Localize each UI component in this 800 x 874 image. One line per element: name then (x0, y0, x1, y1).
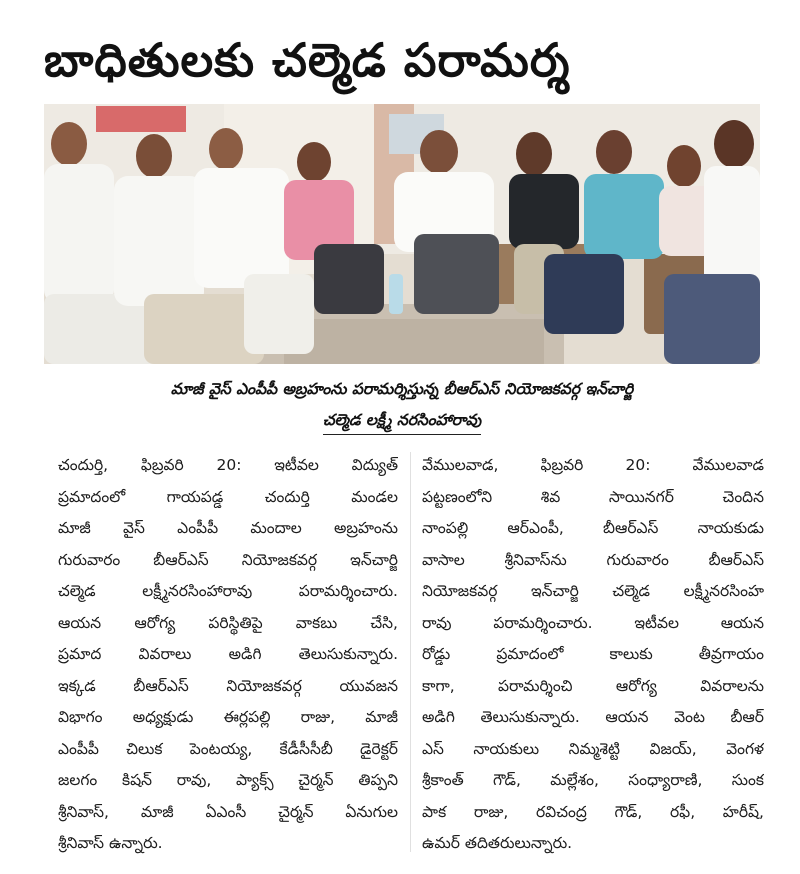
article-right-column (422, 450, 764, 860)
article-line: ప్రమాదంలో గాయపడ్డ చందుర్తి మండల (58, 487, 398, 506)
article-line: రోడ్డు ప్రమాదంలో కాలుకు తీవ్రగాయం (422, 645, 764, 663)
article-line: పట్టణంలోని శివ సాయినగర్ చెందిన (422, 487, 764, 506)
article-line: చల్మెడ లక్ష్మీనరసింహారావు పరామర్శించారు. (58, 582, 398, 600)
article-line: వాసాల శ్రీనివాస్‌ను గురువారం బీఆర్ఎస్ (422, 550, 764, 569)
article-headline: బాధితులకు చల్మెడ పరామర్శ (44, 33, 571, 87)
article-line: శ్రీనివాస్ ఉన్నారు. (58, 834, 163, 852)
article-line: ఉమర్ తదితరులున్నారు. (422, 834, 573, 852)
article-left-column (58, 450, 398, 860)
column-divider (410, 452, 411, 852)
article-line: అడిగి తెలుసుకున్నారు. ఆయన వెంట బీఆర్ (422, 708, 764, 726)
article-line: విభాగం అధ్యక్షుడు ఈర్లపల్లి రాజు, మాజీ (58, 708, 398, 726)
article-line: మాజీ వైస్ ఎంపీపీ మందాల అబ్రహంను (58, 519, 398, 537)
news-photo (44, 104, 760, 364)
article-line: ఆయన ఆరోగ్య పరిస్థితిపై వాకబు చేసి, (58, 613, 398, 632)
caption-line-2: చల్మెడ లక్ష్మీ నరసింహారావు (323, 406, 481, 435)
article-line: ఎంపీపీ చిలుక పెంటయ్య, కేడీసీసీబీ డైరెక్టర్ (58, 739, 398, 758)
article-line: వేములవాడ, ఫిబ్రవరి 20: వేములవాడ (422, 456, 764, 474)
article-line: ప్రమాద వివరాలు అడిగి తెలుసుకున్నారు. (58, 645, 398, 663)
article-line: ఇక్కడ బీఆర్ఎస్ నియోజకవర్గ యువజన (58, 676, 398, 695)
article-line: గురువారం బీఆర్ఎస్ నియోజకవర్గ ఇన్‌చార్జి (58, 550, 398, 569)
article-line: నియోజకవర్గ ఇన్‌చార్జి చల్మెడ లక్ష్మీనరసింహ (422, 582, 764, 600)
article-line: పాక రాజు, రవిచంద్ర గౌడ్, రఫీ, హరీష్, (422, 802, 764, 821)
article-line: శ్రీనివాస్, మాజీ ఏఎంసీ చైర్మన్ ఏనుగుల (58, 802, 398, 821)
article-line: చందుర్తి, ఫిబ్రవరి 20: ఇటీవల విద్యుత్ (58, 456, 398, 474)
caption-line-1: మాజీ వైస్ ఎంపీపీ అబ్రహంను పరామర్శిస్తున్న బీఆర్ఎస్ నియోజకవర్గ ఇన్‌చార్జి (170, 380, 634, 398)
article-line: నాంపల్లి ఆర్ఎంపీ, బీఆర్ఎస్ నాయకుడు (422, 519, 764, 537)
article-line: ఎస్ నాయకులు నిమ్మశెట్టి విజయ్, వెంగళ (422, 739, 764, 758)
photo-caption (44, 374, 760, 436)
article-line: రావు పరామర్శించారు. ఇటీవల ఆయన (422, 613, 764, 632)
article-line: జలగం కిషన్ రావు, ప్యాక్స్ చైర్మన్ తిప్పని (58, 771, 398, 789)
article-line: కాగా, పరామర్శించి ఆరోగ్య వివరాలను (422, 676, 764, 695)
article-line: శ్రీకాంత్ గౌడ్, మల్లేశం, సంధ్యారాణి, సుంక (422, 771, 764, 789)
